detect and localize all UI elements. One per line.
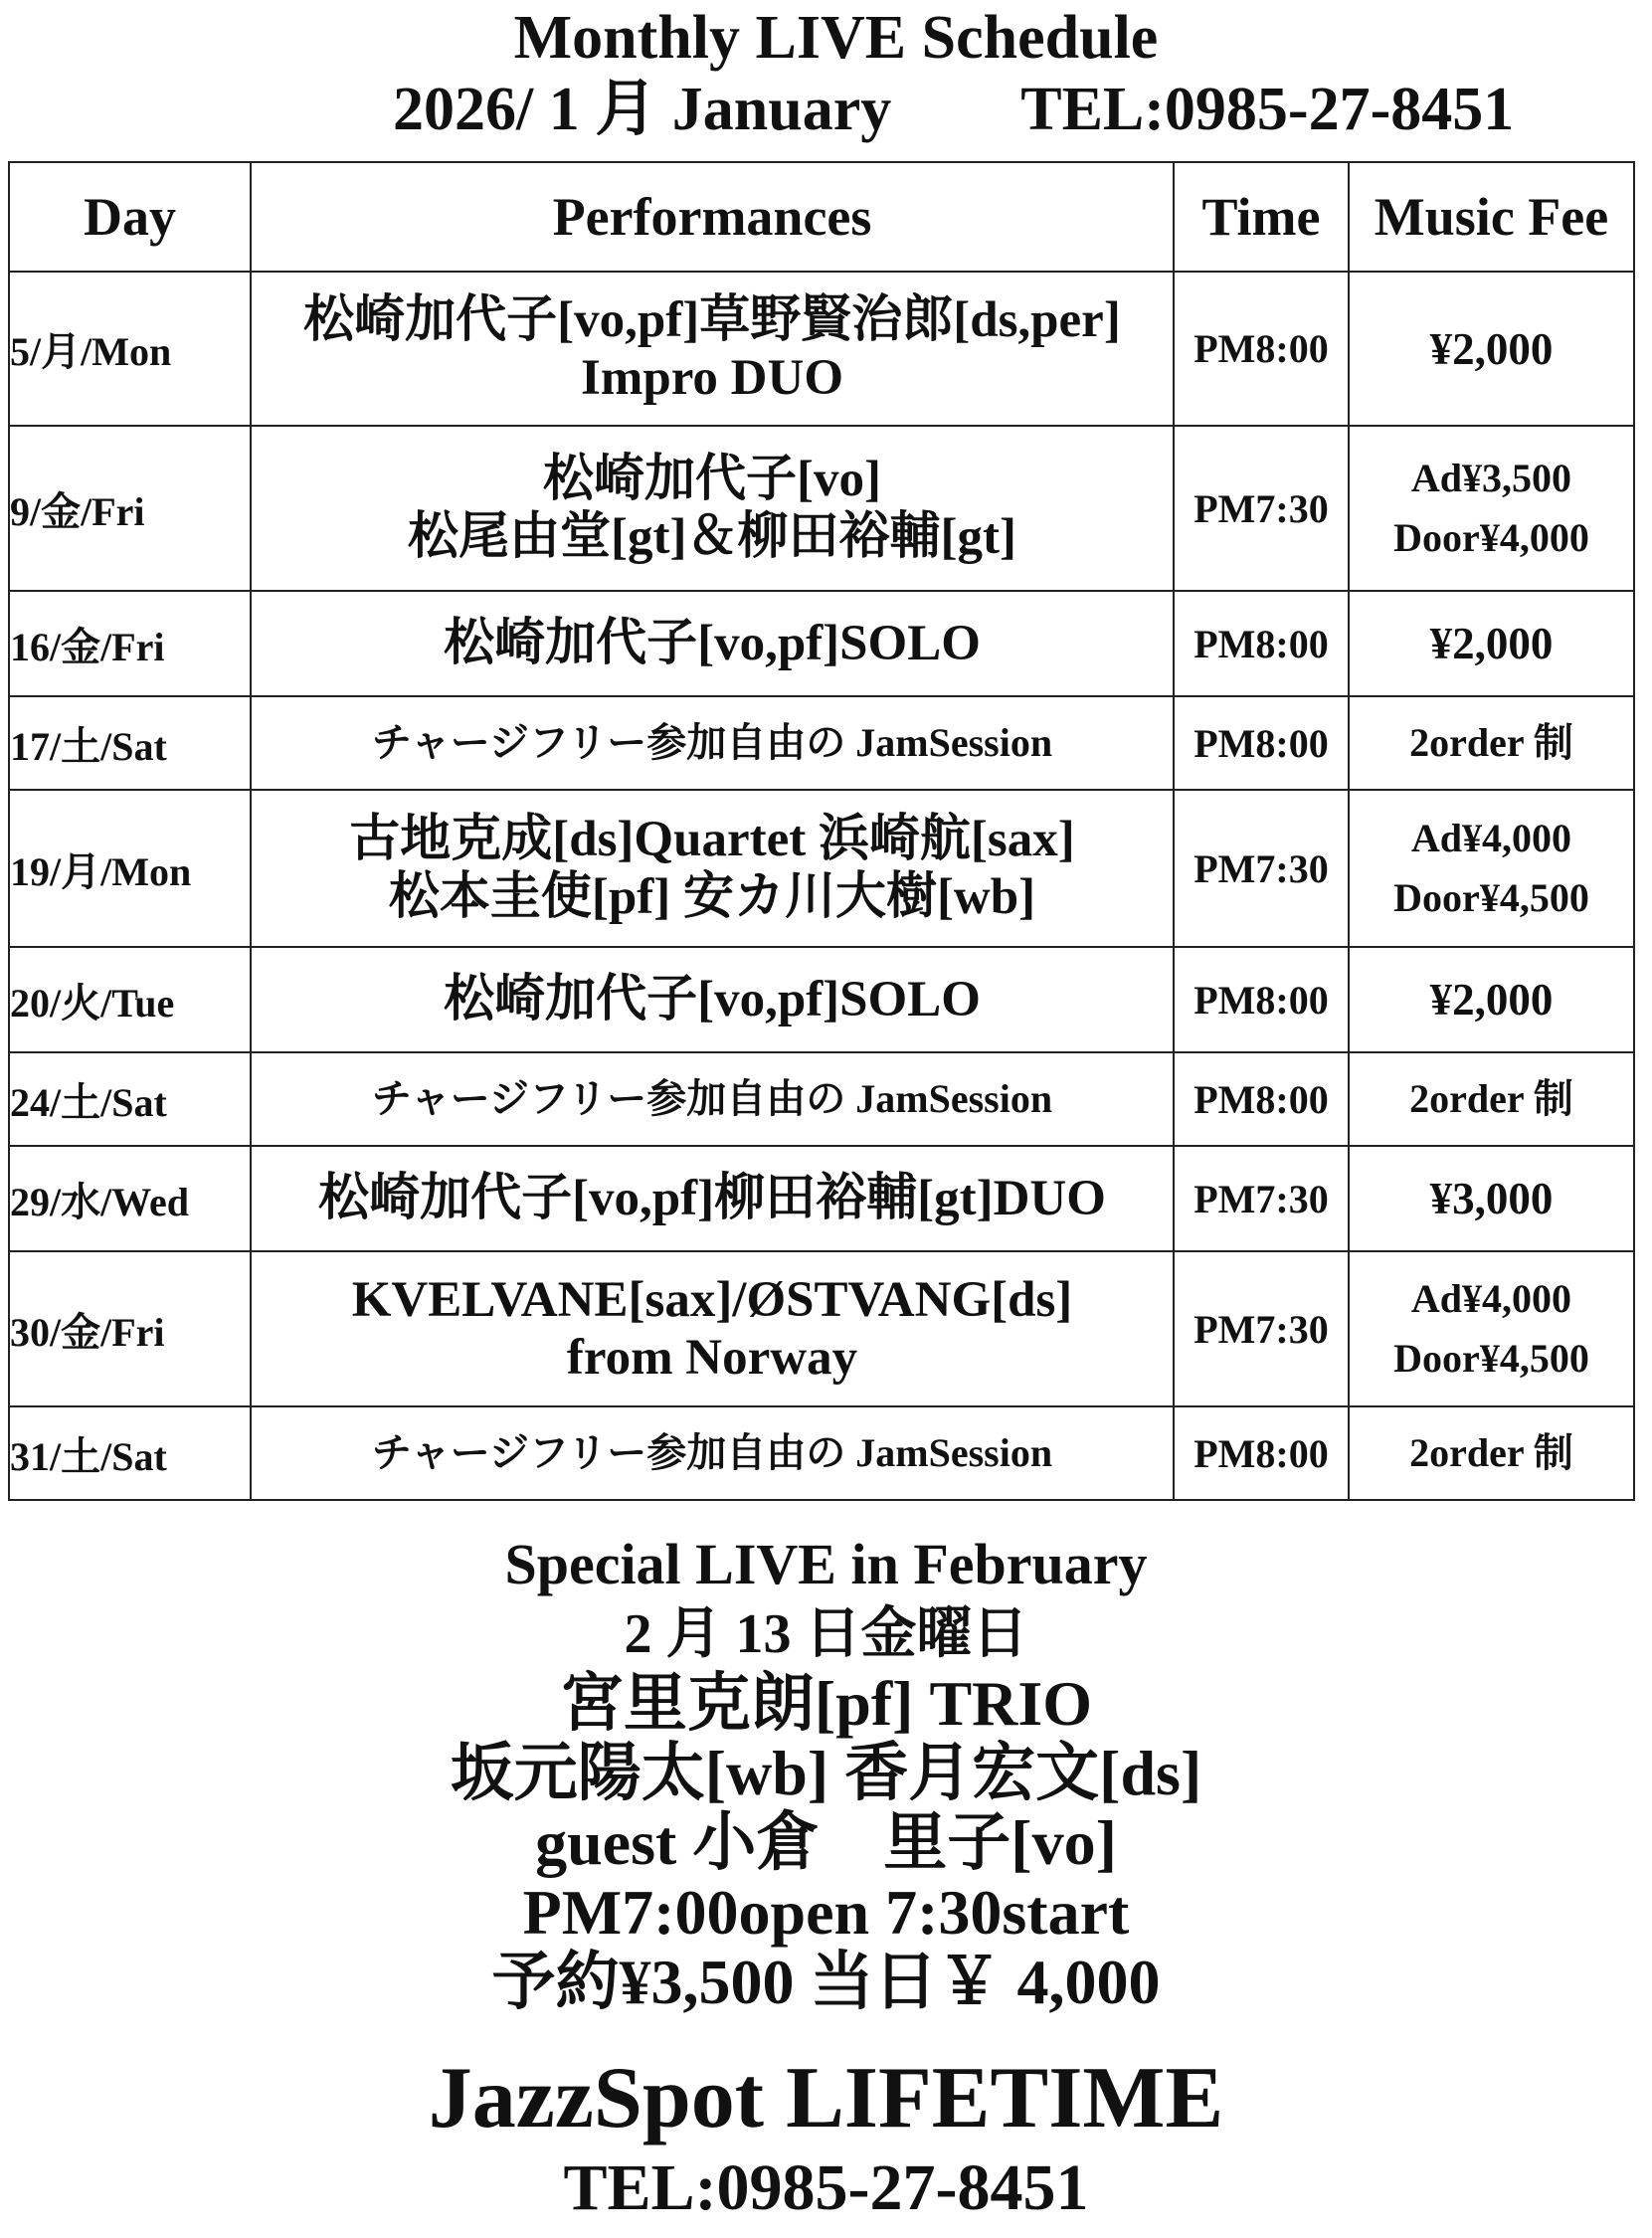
fee-line: ¥3,000 [1429, 1174, 1554, 1223]
fee-cell [1349, 591, 1634, 696]
time-cell: PM8:00 [1174, 947, 1349, 1052]
fee-cell [1349, 272, 1634, 426]
time-cell: PM7:30 [1174, 426, 1349, 591]
performance-cell [251, 272, 1174, 426]
day-cell: 29/水/Wed [9, 1146, 251, 1251]
fee-line: Door¥4,000 [1393, 515, 1589, 560]
performance-line: 松本圭使[pf] 安カ川大樹[wb] [388, 869, 1036, 925]
performance-cell [251, 790, 1174, 947]
table-header-row [9, 162, 1634, 272]
table-row [9, 591, 1634, 696]
schedule-table [8, 161, 1635, 1501]
schedule-rows [9, 272, 1634, 1500]
fee-line: ¥2,000 [1429, 975, 1554, 1025]
fee-line: ¥2,000 [1429, 619, 1554, 668]
performance-line: 松崎加代子[vo,pf]草野賢治郎[ds,per] [303, 291, 1121, 348]
fee-line: Ad¥4,000 [1410, 816, 1572, 860]
table-row [9, 1146, 1634, 1251]
table-row [9, 1251, 1634, 1406]
table-row [9, 272, 1634, 426]
column-header-day: Day [9, 162, 251, 272]
day-cell: 16/金/Fri [9, 591, 251, 696]
performance-line: 古地克成[ds]Quartet 浜崎航[sax] [349, 812, 1075, 867]
time-cell: PM8:00 [1174, 696, 1349, 790]
month-label: 2026/ 1 月 January [393, 76, 892, 143]
special-line: guest 小倉 里子[vo] [535, 1807, 1117, 1878]
date-tel-line [393, 74, 1514, 145]
performance-line: Impro DUO [581, 349, 843, 406]
performance-line: 松崎加代子[vo,pf]柳田裕輔[gt]DUO [318, 1171, 1106, 1226]
day-cell: 31/土/Sat [9, 1406, 251, 1500]
performance-line: 松崎加代子[vo,pf]SOLO [444, 616, 981, 671]
special-date: 2 月 13 日金曜日 [624, 1603, 1028, 1665]
day-cell: 5/月/Mon [9, 272, 251, 426]
table-row [9, 696, 1634, 790]
fee-cell [1349, 426, 1634, 591]
day-cell: 30/金/Fri [9, 1251, 251, 1406]
fee-line: 2order 制 [1409, 1076, 1573, 1121]
fee-cell [1349, 1251, 1634, 1406]
time-cell: PM8:00 [1174, 1052, 1349, 1146]
performance-cell [251, 1052, 1174, 1146]
day-cell: 24/土/Sat [9, 1052, 251, 1146]
day-cell: 20/火/Tue [9, 947, 251, 1052]
performance-line: from Norway [566, 1330, 858, 1386]
fee-line: 2order 制 [1409, 1430, 1573, 1475]
footer-tel: TEL:0985-27-8451 [563, 2151, 1089, 2224]
venue-name: JazzSpot LIFETIME [428, 2050, 1224, 2146]
performance-cell [251, 1251, 1174, 1406]
table-row [9, 426, 1634, 591]
fee-line: Door¥4,500 [1393, 875, 1589, 920]
time-cell: PM7:30 [1174, 1146, 1349, 1251]
performance-cell [251, 426, 1174, 591]
table-row [9, 790, 1634, 947]
performance-line: 松崎加代子[vo,pf]SOLO [444, 972, 981, 1027]
time-cell: PM7:30 [1174, 1251, 1349, 1406]
performance-line: チャージフリー参加自由の JamSession [371, 1430, 1053, 1475]
performance-line: KVELVANE[sax]/ØSTVANG[ds] [351, 1272, 1073, 1328]
fee-line: Ad¥4,000 [1410, 1276, 1572, 1321]
table-row [9, 1052, 1634, 1146]
table-row [9, 1406, 1634, 1500]
fee-cell [1349, 1146, 1634, 1251]
day-cell: 17/土/Sat [9, 696, 251, 790]
performance-cell [251, 591, 1174, 696]
special-line: 坂元陽太[wb] 香月宏文[ds] [450, 1738, 1202, 1808]
header-tel: TEL:0985-27-8451 [1020, 76, 1515, 143]
fee-cell [1349, 1052, 1634, 1146]
performance-cell [251, 947, 1174, 1052]
table-row [9, 947, 1634, 1052]
time-cell: PM8:00 [1174, 1406, 1349, 1500]
fee-cell [1349, 790, 1634, 947]
performance-line: 松尾由堂[gt]＆柳田裕輔[gt] [408, 509, 1016, 565]
performance-cell [251, 1146, 1174, 1251]
performance-line: チャージフリー参加自由の JamSession [371, 720, 1053, 765]
fee-cell [1349, 1406, 1634, 1500]
day-cell: 19/月/Mon [9, 790, 251, 947]
performance-cell [251, 696, 1174, 790]
performance-line: 松崎加代子[vo] [543, 452, 881, 507]
day-cell: 9/金/Fri [9, 426, 251, 591]
column-header-time: Time [1174, 162, 1349, 272]
special-heading: Special LIVE in February [504, 1532, 1148, 1596]
fee-line: 2order 制 [1409, 720, 1573, 765]
performance-cell [251, 1406, 1174, 1500]
special-line: 予約¥3,500 当日￥ 4,000 [491, 1947, 1161, 2017]
column-header-fee: Music Fee [1349, 162, 1634, 272]
special-line: PM7:00open 7:30start [522, 1877, 1130, 1948]
fee-line: Door¥4,500 [1393, 1336, 1589, 1381]
fee-line: ¥2,000 [1429, 323, 1554, 374]
fee-line: Ad¥3,500 [1410, 456, 1572, 500]
page-title: Monthly LIVE Schedule [513, 4, 1159, 72]
time-cell: PM8:00 [1174, 272, 1349, 426]
time-cell: PM7:30 [1174, 790, 1349, 947]
fee-cell [1349, 696, 1634, 790]
time-cell: PM8:00 [1174, 591, 1349, 696]
footer [0, 2049, 1652, 2228]
special-line: 宮里克朗[pf] TRIO [559, 1668, 1093, 1739]
performance-line: チャージフリー参加自由の JamSession [371, 1076, 1053, 1121]
column-header-performances: Performances [251, 162, 1174, 272]
special-live-section [0, 1530, 1652, 2017]
fee-cell [1349, 947, 1634, 1052]
